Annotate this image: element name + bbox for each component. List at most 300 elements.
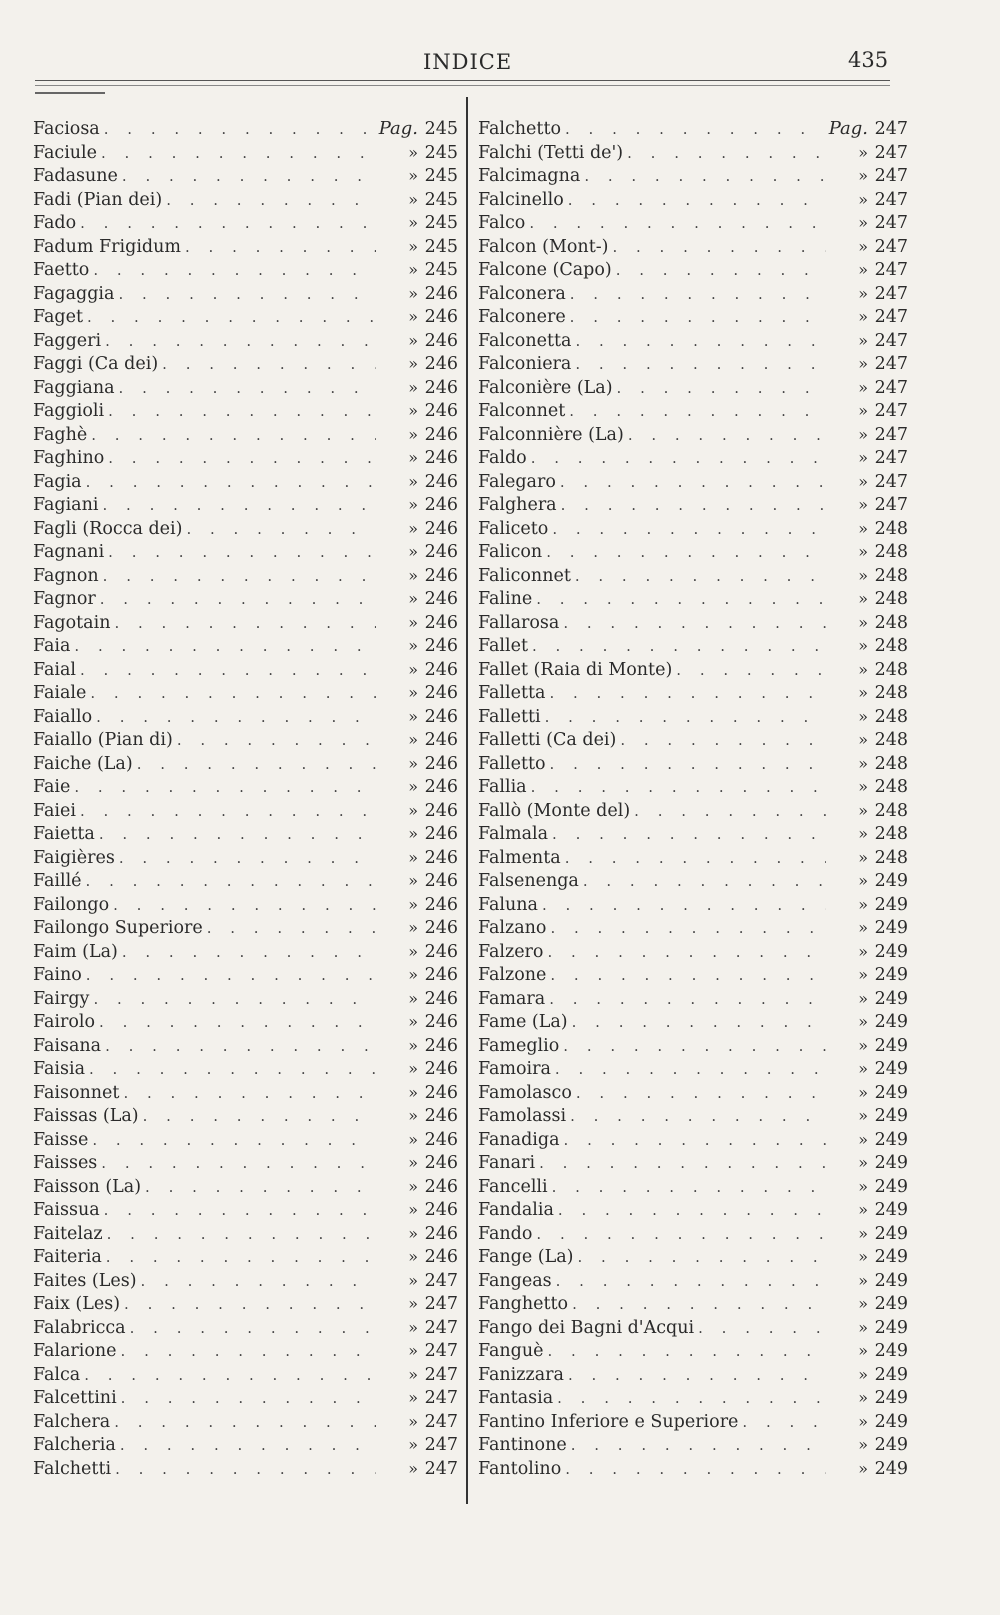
dot-leader: [572, 1011, 826, 1035]
dot-leader: [565, 847, 826, 871]
index-entry: [33, 1316, 458, 1340]
entry-name: Failongo: [33, 894, 110, 915]
entry-page: 246: [424, 377, 458, 398]
entry-page: 246: [424, 965, 458, 985]
dot-leader: [539, 1152, 826, 1176]
entry-page: 246: [424, 871, 458, 891]
dot-leader: [74, 635, 376, 659]
dot-leader: [80, 800, 376, 824]
index-entry: [33, 117, 458, 141]
entry-page: 245: [424, 213, 458, 233]
index-entry: [33, 1128, 458, 1152]
page-marker: »: [408, 448, 418, 467]
entry-page: 247: [424, 1435, 458, 1455]
entry-page: 246: [424, 565, 458, 586]
page-marker: »: [408, 330, 418, 350]
index-entry: [478, 822, 908, 846]
index-entry: [478, 681, 908, 705]
entry-name: Faissas (La): [33, 1106, 139, 1126]
dot-leader: [571, 1434, 826, 1458]
index-entry: [478, 1410, 908, 1434]
index-entry: [33, 775, 458, 799]
index-entry: [33, 611, 458, 635]
entry-page: 248: [874, 542, 908, 562]
page-marker: »: [858, 1435, 868, 1454]
page-marker: »: [408, 918, 418, 937]
page-marker: »: [408, 894, 418, 914]
index-entry: [478, 752, 908, 776]
entry-page: 248: [874, 847, 908, 868]
dot-leader: [207, 917, 376, 941]
index-entry: [478, 1292, 908, 1316]
index-entry: [478, 1128, 908, 1152]
dot-leader: [576, 1082, 826, 1106]
index-entry: [478, 470, 908, 494]
index-entry: [33, 282, 458, 306]
entry-name: Faietta: [33, 824, 95, 844]
index-entry: [478, 1339, 908, 1363]
header-rule: [35, 80, 890, 81]
page-marker: »: [858, 918, 868, 937]
entry-name: Faldo: [478, 448, 527, 468]
entry-name: Faillé: [33, 871, 82, 891]
entry-page: 246: [424, 401, 458, 421]
entry-page: 248: [874, 518, 908, 539]
entry-page: 247: [874, 448, 908, 468]
page-marker: »: [858, 424, 868, 444]
index-entry: [478, 188, 908, 212]
page-marker: »: [408, 1153, 418, 1172]
dot-leader: [122, 165, 376, 189]
entry-name: Falco: [478, 213, 526, 233]
page-marker: »: [408, 1294, 418, 1313]
page-marker: »: [858, 1176, 868, 1196]
page-marker: »: [408, 683, 418, 702]
entry-page: 247: [874, 260, 908, 280]
index-entry: [478, 634, 908, 658]
entry-name: Faisana: [33, 1035, 102, 1056]
dot-leader: [575, 565, 826, 589]
page-marker: »: [408, 612, 418, 632]
entry-page: 246: [424, 354, 458, 374]
entry-name: Falletti: [478, 706, 541, 727]
page-marker: »: [858, 1012, 868, 1031]
entry-name: Famolassi: [478, 1106, 567, 1126]
index-entry: [478, 1269, 908, 1293]
entry-page: 246: [424, 589, 458, 609]
index-entry: [33, 235, 458, 259]
page-marker: »: [408, 847, 418, 867]
index-entry: [478, 423, 908, 447]
dot-leader: [634, 800, 826, 824]
entry-page: 249: [874, 1247, 908, 1267]
page-marker: »: [408, 1458, 418, 1478]
entry-name: Falsenenga: [478, 871, 579, 891]
dot-leader: [86, 471, 376, 495]
page-marker: »: [408, 471, 418, 491]
index-entry: [33, 376, 458, 400]
dot-leader: [563, 1035, 826, 1059]
index-entry: [478, 1057, 908, 1081]
header-rule-thin: [35, 85, 890, 86]
entry-page: 246: [424, 1035, 458, 1056]
dot-leader: [558, 1199, 826, 1223]
page-marker: »: [858, 565, 868, 585]
dot-leader: [627, 142, 826, 166]
dot-leader: [86, 870, 376, 894]
index-entry: [33, 940, 458, 964]
index-entry: [478, 282, 908, 306]
entry-name: Falconera: [478, 283, 566, 304]
entry-name: Falzano: [478, 918, 547, 938]
dot-leader: [104, 1199, 376, 1223]
entry-page: 249: [874, 918, 908, 938]
index-entry: [33, 446, 458, 470]
entry-name: Faggioli: [33, 401, 105, 421]
dot-leader: [570, 306, 826, 330]
page-marker: »: [408, 800, 418, 820]
index-entry: [33, 352, 458, 376]
dot-leader: [99, 1011, 376, 1035]
entry-name: Falletta: [478, 683, 546, 703]
page-marker: »: [408, 166, 418, 185]
index-entry: [478, 141, 908, 165]
entry-page: 249: [874, 988, 908, 1009]
entry-name: Falcettini: [33, 1388, 117, 1408]
entry-name: Fallet (Raia di Monte): [478, 659, 673, 680]
page-marker: »: [858, 589, 868, 608]
entry-page: 248: [874, 612, 908, 633]
entry-name: Falicon: [478, 542, 543, 562]
index-entry: [33, 1386, 458, 1410]
dot-leader: [561, 494, 826, 518]
entry-name: Faggi (Ca dei): [33, 354, 159, 374]
dot-leader: [114, 1411, 376, 1435]
entry-name: Faiei: [33, 800, 76, 821]
dot-leader: [166, 189, 376, 213]
dot-leader: [145, 1176, 376, 1200]
page-marker: »: [858, 166, 868, 185]
index-entry: [478, 728, 908, 752]
index-entry: [33, 1457, 458, 1481]
index-entry: [33, 1433, 458, 1457]
index-entry: [33, 1151, 458, 1175]
index-entry: [478, 399, 908, 423]
entry-name: Faix (Les): [33, 1294, 121, 1314]
entry-page: 246: [424, 753, 458, 774]
index-entry: [33, 423, 458, 447]
entry-name: Falconetta: [478, 330, 572, 351]
entry-name: Faisse: [33, 1129, 89, 1150]
dot-leader: [108, 400, 376, 424]
dot-leader: [550, 917, 826, 941]
entry-page: 246: [424, 824, 458, 844]
dot-leader: [536, 588, 826, 612]
dot-leader: [105, 1035, 376, 1059]
page-marker: »: [408, 260, 418, 279]
index-entry: [33, 1292, 458, 1316]
entry-page: 247: [874, 166, 908, 186]
entry-page: 247: [424, 1388, 458, 1408]
page-marker: »: [408, 824, 418, 843]
entry-name: Faissua: [33, 1200, 100, 1220]
dot-leader: [617, 377, 826, 401]
index-entry: [478, 916, 908, 940]
entry-page: 246: [424, 683, 458, 703]
dot-leader: [107, 1223, 376, 1247]
page-marker: »: [858, 1035, 868, 1055]
dot-leader: [90, 682, 376, 706]
entry-name: Fagiani: [33, 495, 99, 515]
entry-page: 249: [874, 1200, 908, 1220]
entry-page: 247: [424, 1294, 458, 1314]
page-marker: »: [858, 988, 868, 1008]
entry-page: 246: [424, 1200, 458, 1220]
dot-leader: [531, 776, 826, 800]
index-entry: [478, 611, 908, 635]
page-marker: »: [858, 307, 868, 326]
entry-name: Fantolino: [478, 1458, 562, 1479]
dot-leader: [584, 165, 826, 189]
page-marker: »: [858, 377, 868, 397]
page-marker: »: [858, 1082, 868, 1102]
page-marker: »: [858, 1106, 868, 1125]
index-entry: [33, 1410, 458, 1434]
page-marker: »: [858, 1270, 868, 1290]
index-entry: [33, 493, 458, 517]
dot-leader: [115, 1458, 376, 1482]
index-entry: [478, 493, 908, 517]
index-entry: [33, 141, 458, 165]
page-marker: Pag.: [828, 118, 868, 139]
entry-name: Fagli (Rocca dei): [33, 518, 183, 539]
entry-name: Faino: [33, 965, 82, 985]
index-entry: [33, 1363, 458, 1387]
index-entry: [478, 211, 908, 235]
entry-page: 248: [874, 659, 908, 680]
dot-leader: [137, 753, 376, 777]
entry-name: Faiche (La): [33, 753, 133, 774]
entry-page: 246: [424, 941, 458, 962]
dot-leader: [96, 706, 376, 730]
index-entry: [33, 1339, 458, 1363]
entry-name: Fanguè: [478, 1341, 544, 1361]
entry-page: 247: [874, 213, 908, 233]
entry-name: Fagia: [33, 471, 82, 492]
dot-leader: [560, 471, 826, 495]
index-entry: [33, 822, 458, 846]
page-marker: »: [858, 401, 868, 420]
dot-leader: [80, 212, 376, 236]
index-entry: [478, 258, 908, 282]
index-entry: [478, 775, 908, 799]
dot-leader: [119, 377, 376, 401]
dot-leader: [104, 118, 370, 142]
entry-name: Falzero: [478, 941, 544, 962]
entry-page: 249: [874, 1129, 908, 1150]
page-marker: »: [858, 1411, 868, 1431]
page-marker: »: [408, 1035, 418, 1055]
index-entry: [33, 1034, 458, 1058]
entry-name: Fanadiga: [478, 1129, 560, 1150]
entry-name: Falcheria: [33, 1435, 116, 1455]
dot-leader: [124, 1293, 376, 1317]
page-marker: »: [408, 565, 418, 585]
index-entry: [478, 329, 908, 353]
entry-name: Faitelaz: [33, 1223, 103, 1244]
page-marker: »: [408, 495, 418, 514]
index-entry: [478, 1010, 908, 1034]
page-marker: »: [858, 894, 868, 914]
entry-name: Fantinone: [478, 1435, 567, 1455]
entry-page: 245: [424, 189, 458, 210]
entry-page: 246: [424, 424, 458, 445]
entry-page: 246: [424, 1012, 458, 1032]
dot-leader: [555, 1058, 826, 1082]
dot-leader: [552, 518, 826, 542]
entry-page: 246: [424, 800, 458, 821]
index-entry: [33, 329, 458, 353]
entry-page: 249: [874, 1388, 908, 1408]
entry-page: 246: [424, 448, 458, 468]
page-marker: »: [858, 612, 868, 632]
page-marker: »: [408, 283, 418, 303]
entry-name: Fagnon: [33, 565, 99, 586]
page-marker: »: [858, 518, 868, 538]
entry-name: Fallò (Monte del): [478, 800, 631, 821]
entry-page: 248: [874, 730, 908, 750]
index-entry: [33, 893, 458, 917]
page-marker: »: [858, 283, 868, 303]
entry-page: 249: [874, 1458, 908, 1479]
index-entry: [33, 916, 458, 940]
entry-page: 248: [874, 565, 908, 586]
dot-leader: [546, 541, 826, 565]
entry-page: 246: [424, 495, 458, 515]
entry-name: Fantino Inferiore e Superiore: [478, 1411, 739, 1432]
page-marker: »: [408, 236, 418, 256]
page-marker: »: [408, 1223, 418, 1243]
entry-page: 247: [874, 119, 908, 139]
entry-page: 249: [874, 1153, 908, 1173]
entry-name: Fallarosa: [478, 612, 560, 633]
dot-leader: [80, 659, 376, 683]
dot-leader: [87, 306, 376, 330]
page-marker: »: [408, 1200, 418, 1219]
index-entry: [33, 305, 458, 329]
index-entry: [33, 705, 458, 729]
entry-name: Fagnor: [33, 589, 96, 609]
dot-leader: [542, 894, 826, 918]
dot-leader: [742, 1411, 826, 1435]
entry-page: 248: [874, 753, 908, 774]
page-marker: »: [858, 1247, 868, 1266]
dot-leader: [575, 330, 826, 354]
index-entry: [478, 564, 908, 588]
entry-name: Falmala: [478, 824, 549, 844]
entry-name: Falconière (La): [478, 377, 613, 398]
page-marker: »: [858, 142, 868, 162]
page-marker: »: [408, 1411, 418, 1431]
index-entry: [478, 376, 908, 400]
dot-leader: [549, 988, 826, 1012]
entry-name: Falletto: [478, 753, 546, 774]
entry-page: 247: [874, 401, 908, 421]
entry-page: 247: [874, 424, 908, 445]
entry-name: Falchi (Tetti de'): [478, 142, 624, 163]
page-marker: »: [858, 1364, 868, 1384]
dot-leader: [564, 1129, 826, 1153]
entry-page: 249: [874, 871, 908, 891]
index-entry: [478, 352, 908, 376]
page-marker: »: [858, 1317, 868, 1337]
dot-leader: [106, 1246, 376, 1270]
entry-page: 247: [424, 1458, 458, 1479]
index-entry: [478, 940, 908, 964]
entry-name: Fanghetto: [478, 1294, 569, 1314]
entry-name: Fandalia: [478, 1200, 554, 1220]
entry-name: Faciule: [33, 142, 98, 163]
index-entry: [478, 1433, 908, 1457]
entry-name: Falconnière (La): [478, 424, 624, 445]
entry-page: 247: [874, 471, 908, 492]
index-entry: [478, 446, 908, 470]
dot-leader: [86, 964, 376, 988]
entry-page: 246: [424, 283, 458, 304]
entry-name: Fairolo: [33, 1012, 96, 1032]
entry-name: Fango dei Bagni d'Acqui: [478, 1317, 695, 1338]
index-entry: [478, 846, 908, 870]
entry-name: Faiale: [33, 683, 87, 703]
page-marker: »: [858, 495, 868, 514]
page-marker: »: [408, 706, 418, 726]
index-entry: [33, 634, 458, 658]
entry-name: Falmenta: [478, 847, 561, 868]
page-header: [0, 44, 1000, 84]
entry-name: Falcon (Mont-): [478, 236, 609, 257]
entry-name: Faites (Les): [33, 1270, 137, 1291]
index-entry: [478, 164, 908, 188]
page-marker: »: [858, 1458, 868, 1478]
entry-name: Fadum Frigidum: [33, 236, 181, 257]
page-marker: »: [408, 1106, 418, 1125]
entry-name: Falarione: [33, 1341, 117, 1361]
entry-name: Falconiera: [478, 354, 572, 374]
dot-leader: [105, 330, 376, 354]
index-entry: [33, 1057, 458, 1081]
entry-name: Falchera: [33, 1411, 111, 1432]
index-entry: [478, 1316, 908, 1340]
dot-leader: [114, 612, 376, 636]
entry-page: 249: [874, 941, 908, 962]
page-marker: »: [858, 1129, 868, 1149]
index-entry: [478, 587, 908, 611]
index-entry: [33, 188, 458, 212]
page-marker: »: [858, 847, 868, 867]
dot-leader: [583, 870, 826, 894]
entry-page: 246: [424, 636, 458, 656]
entry-page: 247: [874, 495, 908, 515]
dot-leader: [565, 1458, 826, 1482]
dot-leader: [531, 447, 826, 471]
entry-page: 248: [874, 706, 908, 727]
entry-page: 248: [874, 777, 908, 797]
index-entry: [33, 540, 458, 564]
index-entry: [478, 1386, 908, 1410]
entry-name: Fantasia: [478, 1388, 554, 1408]
page-marker: »: [408, 307, 418, 326]
header-rule-accent: [35, 92, 105, 94]
